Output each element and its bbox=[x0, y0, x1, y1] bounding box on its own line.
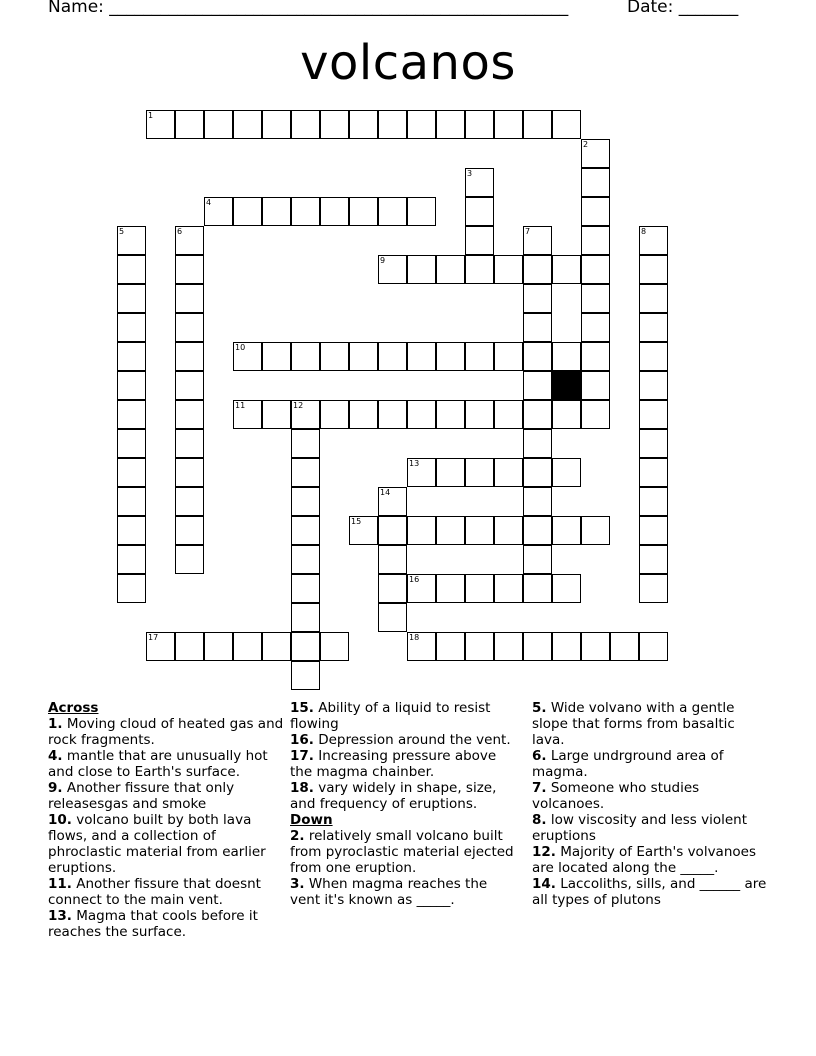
grid-cell[interactable] bbox=[436, 574, 465, 603]
clue-across-18: 18. vary widely in shape, size, and frequency of eruptions. bbox=[290, 780, 497, 812]
grid-cell[interactable] bbox=[639, 371, 668, 400]
down-heading: Down bbox=[290, 812, 333, 828]
grid-cell[interactable] bbox=[523, 284, 552, 313]
grid-cell[interactable] bbox=[117, 574, 146, 603]
grid-cell[interactable] bbox=[523, 632, 552, 661]
grid-cell[interactable] bbox=[378, 400, 407, 429]
grid-cell[interactable] bbox=[639, 342, 668, 371]
grid-cell[interactable] bbox=[465, 226, 494, 255]
grid-cell[interactable] bbox=[494, 400, 523, 429]
grid-cell[interactable] bbox=[552, 458, 581, 487]
grid-cell[interactable] bbox=[494, 574, 523, 603]
clue-number: 11 bbox=[235, 401, 246, 410]
grid-cell[interactable] bbox=[436, 400, 465, 429]
grid-cell[interactable] bbox=[465, 516, 494, 545]
grid-cell[interactable] bbox=[175, 110, 204, 139]
grid-cell[interactable] bbox=[378, 516, 407, 545]
clue-across-17: 17. Increasing pressure above the magma chainber. bbox=[290, 748, 497, 780]
grid-cell[interactable] bbox=[117, 313, 146, 342]
grid-cell[interactable] bbox=[262, 110, 291, 139]
grid-cell[interactable] bbox=[175, 400, 204, 429]
grid-cell[interactable] bbox=[639, 284, 668, 313]
clue-number: 6 bbox=[177, 227, 183, 236]
grid-cell[interactable] bbox=[117, 516, 146, 545]
grid-cell[interactable] bbox=[639, 487, 668, 516]
grid-cell[interactable] bbox=[291, 545, 320, 574]
clue-across-10: 10. volcano built by both lava flows, and a collection of phroclastic material from earlier eruptions. bbox=[48, 812, 266, 876]
grid-cell[interactable] bbox=[639, 545, 668, 574]
grid-cell[interactable] bbox=[291, 342, 320, 371]
grid-cell[interactable] bbox=[436, 458, 465, 487]
grid-cell[interactable] bbox=[465, 632, 494, 661]
grid-cell[interactable] bbox=[436, 516, 465, 545]
grid-cell[interactable] bbox=[117, 226, 146, 255]
grid-cell[interactable] bbox=[639, 400, 668, 429]
grid-cell[interactable] bbox=[378, 342, 407, 371]
grid-cell[interactable] bbox=[552, 342, 581, 371]
grid-cell[interactable] bbox=[378, 255, 407, 284]
black-cell bbox=[552, 371, 581, 400]
grid-cell[interactable] bbox=[204, 110, 233, 139]
grid-cell[interactable] bbox=[581, 400, 610, 429]
grid-cell[interactable] bbox=[320, 110, 349, 139]
grid-cell[interactable] bbox=[581, 516, 610, 545]
grid-cell[interactable] bbox=[175, 545, 204, 574]
grid-cell[interactable] bbox=[523, 400, 552, 429]
grid-cell[interactable] bbox=[262, 632, 291, 661]
grid-cell[interactable] bbox=[378, 603, 407, 632]
grid-cell[interactable] bbox=[552, 255, 581, 284]
grid-cell[interactable] bbox=[291, 487, 320, 516]
grid-cell[interactable] bbox=[262, 197, 291, 226]
grid-cell[interactable] bbox=[552, 516, 581, 545]
grid-cell[interactable] bbox=[639, 574, 668, 603]
grid-cell[interactable] bbox=[349, 400, 378, 429]
grid-cell[interactable] bbox=[552, 574, 581, 603]
grid-cell[interactable] bbox=[581, 632, 610, 661]
grid-cell[interactable] bbox=[262, 400, 291, 429]
clue-number: 16 bbox=[409, 575, 420, 584]
clue-across-4: 4. mantle that are unusually hot and close to Earth's surface. bbox=[48, 748, 268, 780]
grid-cell[interactable] bbox=[581, 255, 610, 284]
grid-cell[interactable] bbox=[523, 371, 552, 400]
grid-cell[interactable] bbox=[407, 516, 436, 545]
name-field[interactable]: Name: ______________________________________________________ bbox=[48, 0, 569, 17]
grid-cell[interactable] bbox=[175, 632, 204, 661]
grid-cell[interactable] bbox=[117, 429, 146, 458]
grid-cell[interactable] bbox=[581, 197, 610, 226]
grid-cell[interactable] bbox=[407, 400, 436, 429]
grid-cell[interactable] bbox=[233, 400, 262, 429]
grid-cell[interactable] bbox=[233, 342, 262, 371]
grid-cell[interactable] bbox=[552, 110, 581, 139]
grid-cell[interactable] bbox=[494, 516, 523, 545]
grid-cell[interactable] bbox=[378, 110, 407, 139]
clue-column-1 bbox=[48, 700, 286, 940]
clue-number: 2 bbox=[583, 140, 589, 149]
grid-cell[interactable] bbox=[320, 400, 349, 429]
grid-cell[interactable] bbox=[117, 458, 146, 487]
grid-cell[interactable] bbox=[523, 545, 552, 574]
grid-cell[interactable] bbox=[320, 197, 349, 226]
grid-cell[interactable] bbox=[291, 429, 320, 458]
clue-across-1: 1. Moving cloud of heated gas and rock fragments. bbox=[48, 716, 284, 748]
grid-cell[interactable] bbox=[175, 342, 204, 371]
grid-cell[interactable] bbox=[291, 110, 320, 139]
grid-cell[interactable] bbox=[175, 516, 204, 545]
grid-cell[interactable] bbox=[175, 487, 204, 516]
clue-number: 13 bbox=[409, 459, 420, 468]
clue-number: 3 bbox=[467, 169, 473, 178]
clue-number: 14 bbox=[380, 488, 391, 497]
grid-cell[interactable] bbox=[523, 313, 552, 342]
grid-cell[interactable] bbox=[117, 284, 146, 313]
grid-cell[interactable] bbox=[494, 110, 523, 139]
date-field[interactable]: Date: _______ bbox=[627, 0, 739, 17]
grid-cell[interactable] bbox=[523, 255, 552, 284]
grid-cell[interactable] bbox=[465, 574, 494, 603]
grid-cell[interactable] bbox=[494, 255, 523, 284]
grid-cell[interactable] bbox=[204, 632, 233, 661]
clue-number: 7 bbox=[525, 227, 531, 236]
grid-cell[interactable] bbox=[233, 197, 262, 226]
grid-cell[interactable] bbox=[320, 632, 349, 661]
grid-cell[interactable] bbox=[639, 458, 668, 487]
grid-cell[interactable] bbox=[639, 632, 668, 661]
grid-cell[interactable] bbox=[175, 458, 204, 487]
across-heading: Across bbox=[48, 700, 99, 716]
clue-down-6: 6. Large undrground area of magma. bbox=[532, 748, 724, 780]
grid-cell[interactable] bbox=[494, 458, 523, 487]
grid-cell[interactable] bbox=[378, 574, 407, 603]
grid-cell[interactable] bbox=[494, 632, 523, 661]
grid-cell[interactable] bbox=[291, 603, 320, 632]
grid-cell[interactable] bbox=[581, 226, 610, 255]
grid-cell[interactable] bbox=[146, 632, 175, 661]
clue-down-3: 3. When magma reaches the vent it's known as _____. bbox=[290, 876, 488, 908]
clue-across-13: 13. Magma that cools before it reaches the surface. bbox=[48, 908, 258, 940]
grid-cell[interactable] bbox=[320, 342, 349, 371]
clue-down-14: 14. Laccoliths, sills, and ______ are all types of plutons bbox=[532, 876, 767, 908]
grid-cell[interactable] bbox=[146, 110, 175, 139]
grid-cell[interactable] bbox=[639, 429, 668, 458]
grid-cell[interactable] bbox=[639, 226, 668, 255]
grid-cell[interactable] bbox=[407, 255, 436, 284]
grid-cell[interactable] bbox=[291, 400, 320, 429]
clue-across-16: 16. Depression around the vent. bbox=[290, 732, 511, 748]
grid-cell[interactable] bbox=[349, 197, 378, 226]
grid-cell[interactable] bbox=[378, 545, 407, 574]
grid-cell[interactable] bbox=[378, 197, 407, 226]
grid-cell[interactable] bbox=[407, 632, 436, 661]
grid-cell[interactable] bbox=[465, 110, 494, 139]
grid-cell[interactable] bbox=[436, 342, 465, 371]
grid-cell[interactable] bbox=[349, 516, 378, 545]
grid-cell[interactable] bbox=[581, 139, 610, 168]
clue-column-3 bbox=[532, 700, 770, 908]
grid-cell[interactable] bbox=[407, 342, 436, 371]
grid-cell[interactable] bbox=[291, 661, 320, 690]
grid-cell[interactable] bbox=[465, 255, 494, 284]
clue-across-15: 15. Ability of a liquid to resist flowing bbox=[290, 700, 491, 732]
grid-cell[interactable] bbox=[610, 632, 639, 661]
grid-cell[interactable] bbox=[291, 632, 320, 661]
grid-cell[interactable] bbox=[465, 168, 494, 197]
grid-cell[interactable] bbox=[581, 168, 610, 197]
grid-cell[interactable] bbox=[291, 516, 320, 545]
grid-cell[interactable] bbox=[117, 487, 146, 516]
grid-cell[interactable] bbox=[465, 342, 494, 371]
grid-cell[interactable] bbox=[117, 371, 146, 400]
clue-number: 8 bbox=[641, 227, 647, 236]
grid-cell[interactable] bbox=[117, 400, 146, 429]
grid-cell[interactable] bbox=[465, 400, 494, 429]
grid-cell[interactable] bbox=[523, 487, 552, 516]
grid-cell[interactable] bbox=[639, 255, 668, 284]
clue-down-2: 2. relatively small volcano built from pyroclastic material ejected from one eruption. bbox=[290, 828, 514, 876]
grid-cell[interactable] bbox=[407, 458, 436, 487]
grid-cell[interactable] bbox=[262, 342, 291, 371]
grid-cell[interactable] bbox=[291, 197, 320, 226]
clue-number: 4 bbox=[206, 198, 212, 207]
clue-across-9: 9. Another fissure that only releasesgas and smoke bbox=[48, 780, 235, 812]
grid-cell[interactable] bbox=[349, 342, 378, 371]
grid-cell[interactable] bbox=[175, 313, 204, 342]
grid-cell[interactable] bbox=[465, 197, 494, 226]
grid-cell[interactable] bbox=[291, 574, 320, 603]
grid-cell[interactable] bbox=[523, 458, 552, 487]
grid-cell[interactable] bbox=[552, 400, 581, 429]
grid-cell[interactable] bbox=[523, 342, 552, 371]
clue-number: 17 bbox=[148, 633, 159, 642]
grid-cell[interactable] bbox=[639, 516, 668, 545]
grid-cell[interactable] bbox=[175, 284, 204, 313]
clue-number: 9 bbox=[380, 256, 386, 265]
clue-down-7: 7. Someone who studies volcanoes. bbox=[532, 780, 700, 812]
grid-cell[interactable] bbox=[436, 110, 465, 139]
grid-cell[interactable] bbox=[523, 226, 552, 255]
grid-cell[interactable] bbox=[117, 255, 146, 284]
clue-down-8: 8. low viscosity and less violent eruptions bbox=[532, 812, 747, 844]
grid-cell[interactable] bbox=[465, 458, 494, 487]
grid-cell[interactable] bbox=[233, 632, 262, 661]
clue-number: 15 bbox=[351, 517, 362, 526]
clue-number: 5 bbox=[119, 227, 125, 236]
grid-cell[interactable] bbox=[581, 313, 610, 342]
grid-cell[interactable] bbox=[407, 197, 436, 226]
grid-cell[interactable] bbox=[291, 458, 320, 487]
grid-cell[interactable] bbox=[117, 545, 146, 574]
grid-cell[interactable] bbox=[175, 429, 204, 458]
grid-cell[interactable] bbox=[523, 429, 552, 458]
clue-number: 1 bbox=[148, 111, 154, 120]
grid-cell[interactable] bbox=[204, 197, 233, 226]
grid-cell[interactable] bbox=[233, 110, 262, 139]
grid-cell[interactable] bbox=[117, 342, 146, 371]
grid-cell[interactable] bbox=[436, 632, 465, 661]
grid-cell[interactable] bbox=[523, 516, 552, 545]
grid-cell[interactable] bbox=[581, 371, 610, 400]
grid-cell[interactable] bbox=[407, 574, 436, 603]
grid-cell[interactable] bbox=[175, 371, 204, 400]
grid-cell[interactable] bbox=[639, 313, 668, 342]
clue-across-11: 11. Another fissure that doesnt connect to the main vent. bbox=[48, 876, 261, 908]
clue-down-12: 12. Majority of Earth's volvanoes are located along the _____. bbox=[532, 844, 756, 876]
puzzle-title: volcanos bbox=[300, 35, 516, 91]
grid-cell[interactable] bbox=[523, 574, 552, 603]
grid-cell[interactable] bbox=[581, 284, 610, 313]
grid-cell[interactable] bbox=[581, 342, 610, 371]
grid-cell[interactable] bbox=[552, 632, 581, 661]
grid-cell[interactable] bbox=[436, 255, 465, 284]
grid-cell[interactable] bbox=[175, 255, 204, 284]
grid-cell[interactable] bbox=[407, 110, 436, 139]
grid-cell[interactable] bbox=[175, 226, 204, 255]
clue-column-2 bbox=[290, 700, 520, 908]
grid-cell[interactable] bbox=[378, 487, 407, 516]
clue-number: 10 bbox=[235, 343, 246, 352]
grid-cell[interactable] bbox=[494, 342, 523, 371]
clue-number: 18 bbox=[409, 633, 420, 642]
clue-down-5: 5. Wide volvano with a gentle slope that forms from basaltic lava. bbox=[532, 700, 735, 748]
grid-cell[interactable] bbox=[523, 110, 552, 139]
clue-number: 12 bbox=[293, 401, 304, 410]
grid-cell[interactable] bbox=[349, 110, 378, 139]
